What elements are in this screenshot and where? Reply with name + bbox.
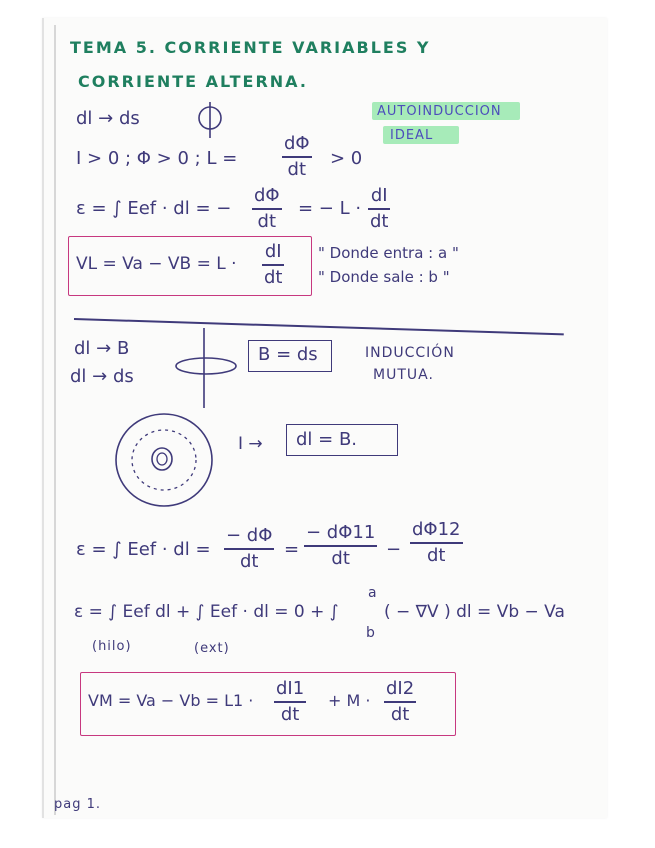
frac-den: dt — [257, 210, 277, 232]
row-gt-zero: > 0 — [330, 148, 363, 169]
frac-dphi11-dt — [304, 524, 377, 568]
note-induccion: INDUCCIÓN — [365, 345, 455, 361]
frac-num: dI — [264, 241, 282, 262]
frac-num: − dΦ11 — [306, 522, 376, 543]
row-i-arrow: I → — [238, 434, 263, 454]
frac-den: dt — [370, 210, 389, 232]
frac-bar — [384, 701, 416, 703]
frac-den: dt — [287, 158, 307, 180]
frac-bar — [274, 701, 306, 703]
note-autoinduccion: AUTOINDUCCION — [377, 104, 502, 119]
box-vm-plus-m: + M · — [328, 691, 371, 710]
eq4-minus: − — [386, 539, 402, 560]
frac-bar — [304, 545, 377, 547]
frac-di1-dt — [274, 680, 306, 724]
row-emf-tail: ( − ∇V ) dl = Vb − Va — [384, 602, 565, 622]
frac-bar — [282, 156, 312, 158]
frac-den: dt — [239, 550, 259, 572]
box-b-ds-text: B = ds — [258, 344, 318, 365]
frac-dphi12-dt — [410, 521, 463, 565]
row-i-phi-l: I > 0 ; Φ > 0 ; L = — [76, 148, 238, 169]
frac-num: dΦ — [254, 185, 280, 206]
frac-den: dt — [331, 547, 350, 569]
box-vl-text: VL = Va − VB = L · — [76, 254, 237, 274]
frac-den: dt — [264, 266, 283, 288]
frac-dphi-dt — [282, 135, 312, 179]
title-line-2: CORRIENTE ALTERNA. — [78, 72, 308, 91]
frac-di-dt-box — [262, 243, 284, 287]
integral-lower-b: b — [366, 625, 375, 641]
row-emf-integrals: ε = ∫ Eef dl + ∫ Eef · dl = 0 + ∫ — [74, 602, 339, 622]
frac-num: dΦ12 — [412, 519, 461, 540]
frac-bar — [224, 548, 274, 550]
label-hilo: (hilo) — [92, 639, 132, 654]
box-vm-text: VM = Va − Vb = L1 · — [88, 691, 254, 710]
frac-num: − dΦ — [226, 525, 273, 546]
frac-num: dI1 — [276, 678, 305, 699]
note-mutua: MUTUA. — [373, 367, 434, 383]
frac-bar — [262, 264, 284, 266]
quote-donde-entra: " Donde entra : a " — [318, 244, 459, 262]
page-number: pag 1. — [54, 797, 102, 812]
phi-symbol-icon — [195, 100, 225, 140]
row-dl-ds-2: dl → ds — [70, 366, 134, 387]
frac-minus-dphi-dt — [224, 527, 274, 571]
frac-num: dI2 — [386, 678, 415, 699]
label-ext: (ext) — [194, 641, 230, 656]
frac-bar — [410, 542, 463, 544]
row-minus-l: = − L · — [298, 198, 362, 219]
frac-di2-dt — [384, 680, 416, 724]
row-dl-b: dl → B — [74, 338, 130, 359]
row-emf-integral: ε = ∫ Eef · dl = − — [76, 198, 232, 219]
frac-dphi-dt-2 — [252, 187, 282, 231]
field-lines-icon — [112, 410, 216, 510]
frac-di-dt — [368, 187, 390, 231]
note-ideal: IDEAL — [390, 128, 434, 143]
frac-bar — [368, 208, 390, 210]
row-dl-ds: dl → ds — [76, 108, 140, 129]
title-line-1: TEMA 5. CORRIENTE VARIABLES Y — [70, 38, 431, 57]
quote-donde-sale: " Donde sale : b " — [318, 268, 450, 286]
loop-axis-icon — [172, 328, 242, 410]
sheet-margin-line — [54, 25, 56, 815]
frac-den: dt — [427, 544, 446, 566]
frac-num: dI — [370, 185, 388, 206]
eq4-equals: = — [284, 539, 300, 560]
row-emf-mutual: ε = ∫ Eef · dl = — [76, 539, 211, 560]
integral-upper-a: a — [368, 585, 377, 601]
frac-bar — [252, 208, 282, 210]
frac-den: dt — [390, 703, 410, 725]
box-dl-b-text: dl = B. — [296, 429, 358, 450]
frac-num: dΦ — [284, 133, 310, 154]
frac-den: dt — [280, 703, 300, 725]
